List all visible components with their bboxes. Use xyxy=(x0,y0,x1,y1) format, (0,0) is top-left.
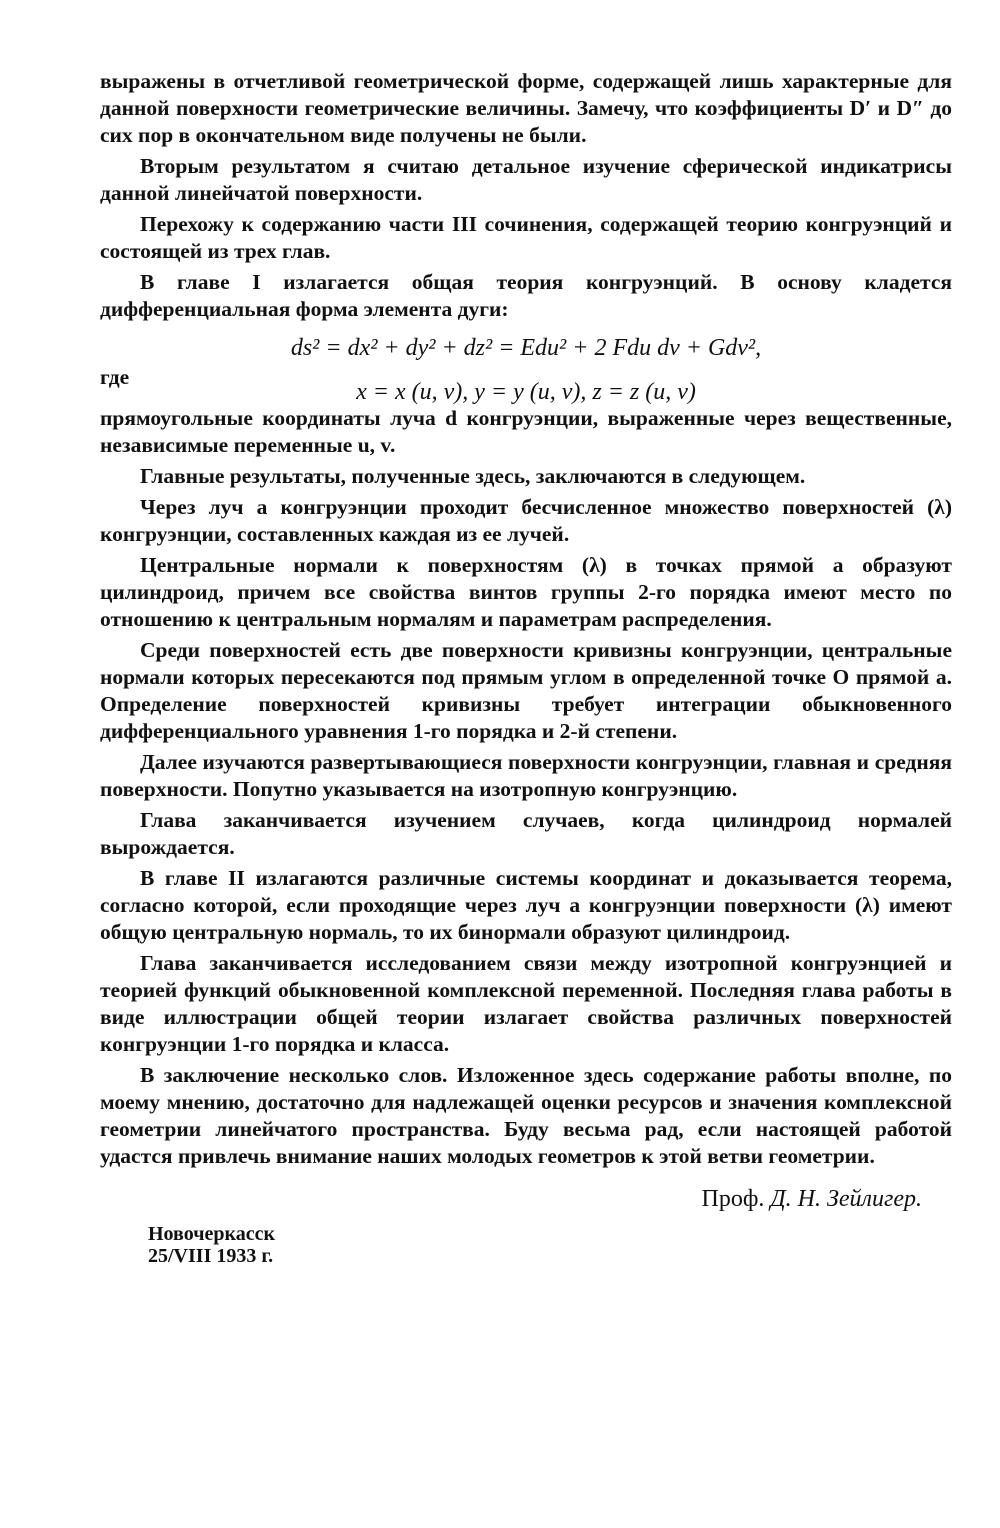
place-name: Новочеркасск xyxy=(148,1223,275,1245)
paragraph-chapter-one: В главе I излагается общая теория конгруэнций. В основу кладется дифференциальная форма элемента дуги: xyxy=(100,270,952,321)
document-page xyxy=(100,68,952,1267)
place-date-block xyxy=(148,1223,952,1267)
paragraph-developable-surfaces: Далее изучаются развертывающиеся поверхности конгруэнции, главная и средняя поверхности. Попутно указывается на изотропную конгруэнцию. xyxy=(100,750,952,801)
signature-title: Проф. xyxy=(701,1186,765,1212)
arc-element-formula: ds² = dx² + dy² + dz² = Edu² + 2 Fdu dv + Gdv², xyxy=(290,335,762,361)
paragraph-part-three: Перехожу к содержанию части III сочинения, содержащей теорию конгруэнций и состоящей из трех глав. xyxy=(100,212,952,263)
paragraph-ray-surfaces: Через луч a конгруэнции проходит бесчисленное множество поверхностей (λ) конгруэнции, составленных каждая из ее лучей. xyxy=(100,495,952,546)
paragraph-chapter-two: В главе II излагаются различные системы координат и доказывается теорема, согласно которой, если проходящие через луч a конгруэнции поверхности (λ) имеют общую центральную нормаль, то их бинормали образуют цилиндроид. xyxy=(100,866,952,944)
paragraph-curvature-surfaces: Среди поверхностей есть две поверхности кривизны конгруэнции, центральные нормали которых пересекаются под прямым углом в определенной точке O прямой a. Определение поверхностей кривизны требует интеграции обыкновенного дифференциального уравнения 1-го порядка и 2-й степени. xyxy=(100,638,952,743)
signature xyxy=(100,1186,952,1213)
where-label: где xyxy=(100,365,130,389)
coordinate-formula: x = x (u, v), y = y (u, v), z = z (u, v) xyxy=(356,379,696,405)
paragraph-coordinates: прямоугольные координаты луча d конгруэнции, выраженные через вещественные, независимые переменные u, v. xyxy=(100,406,952,457)
paragraph-isotropic-congruence: Глава заканчивается исследованием связи между изотропной конгруэнцией и теорией функций обыкновенной комплексной переменной. Последняя глава работы в виде иллюстрации общей теории излагает свойства различных поверхностей конгруэнции 1-го порядка и класса. xyxy=(100,951,952,1056)
date-line: 25/VIII 1933 г. xyxy=(148,1245,274,1267)
signature-name: Д. Н. Зейлигер. xyxy=(770,1186,922,1212)
where-block xyxy=(100,365,952,405)
paragraph-main-results: Главные результаты, полученные здесь, заключаются в следующем. xyxy=(140,464,806,488)
paragraph-intro-continuation: выражены в отчетливой геометрической форме, содержащей лишь характерные для данной поверхности геометрические величины. Замечу, что коэффициенты D′ и D″ до сих пор в окончательном виде получены не были. xyxy=(100,69,952,147)
paragraph-conclusion: В заключение несколько слов. Изложенное здесь содержание работы вполне, по моему мнению, достаточно для надлежащей оценки ресурсов и значения комплексной геометрии линейчатого пространства. Буду весьма рад, если настоящей работой удастся привлечь внимание наших молодых геометров к этой ветви геометрии. xyxy=(100,1063,952,1168)
paragraph-central-normals: Центральные нормали к поверхностям (λ) в точках прямой a образуют цилиндроид, причем все свойства винтов группы 2-го порядка имеют место по отношению к центральным нормалям и параметрам распределения. xyxy=(100,553,952,631)
paragraph-second-result: Вторым результатом я считаю детальное изучение сферической индикатрисы данной линейчатой поверхности. xyxy=(100,154,952,205)
paragraph-cylindroid-degeneration: Глава заканчивается изучением случаев, когда цилиндроид нормалей вырождается. xyxy=(100,808,952,859)
